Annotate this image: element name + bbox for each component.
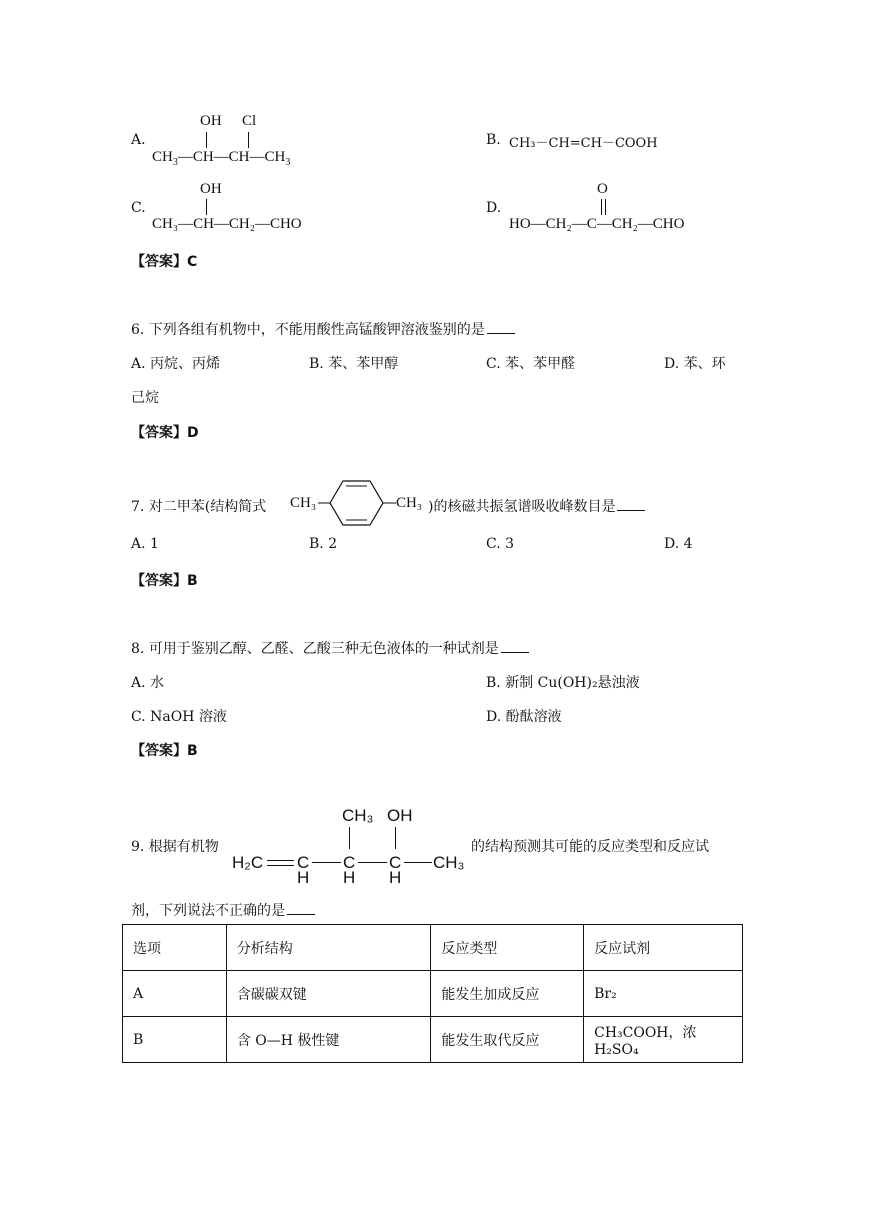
q9-struct-double-bond-1 <box>267 860 294 861</box>
table-cell: CH₃COOH，浓 H₂SO₄ <box>584 1017 743 1063</box>
q7-right-methyl: CH₃ <box>396 495 423 511</box>
table-cell: 含 O—H 极性键 <box>226 1017 431 1063</box>
q7-answer: 【答案】B <box>131 573 198 589</box>
table-header-row <box>123 925 743 971</box>
q6-blank <box>487 319 515 334</box>
q9-struct-bond-c2-c3 <box>358 862 387 863</box>
q9-struct-bond-oh <box>395 827 396 849</box>
table-header-cell: 反应类型 <box>431 925 584 971</box>
q6-option-d-wrap: 己烷 <box>131 390 159 406</box>
q5-option-a-label: A. <box>131 132 146 148</box>
q5-option-d-o: O <box>597 181 608 197</box>
q8-answer: 【答案】B <box>131 743 198 759</box>
q9-blank <box>287 900 315 915</box>
table-cell: B <box>123 1017 227 1063</box>
q6-answer: 【答案】D <box>131 425 199 441</box>
table-cell: 能发生加成反应 <box>431 971 584 1017</box>
q5-option-b-label: B. <box>486 132 501 148</box>
table-cell: 能发生取代反应 <box>431 1017 584 1063</box>
q8-question: 8. 可用于鉴别乙醇、乙醛、乙酸三种无色液体的一种试剂是 <box>131 638 529 658</box>
q7-option-c: C. 3 <box>486 536 515 552</box>
q5-option-c-label: C. <box>131 200 146 216</box>
table-cell: 含碳碳双键 <box>226 971 431 1017</box>
q7-question-suffix: )的核磁共振氢谱吸收峰数目是 <box>428 496 645 516</box>
q5-option-a-oh: OH <box>200 113 222 129</box>
table-cell: Br₂ <box>584 971 743 1017</box>
q6-question: 6. 下列各组有机物中，不能用酸性高锰酸钾溶液鉴别的是 <box>131 319 515 339</box>
q7-blank <box>617 496 645 511</box>
q9-struct-c3: C <box>389 853 402 872</box>
q9-struct-ch3-top: CH₃ <box>342 806 374 825</box>
q8-option-b: B. 新制 Cu(OH)₂悬浊液 <box>486 675 640 691</box>
q5-option-d-double-bond-2 <box>605 199 606 215</box>
q7-question-prefix: 7. 对二甲苯(结构简式 <box>131 499 267 515</box>
q9-question-wrap: 剂，下列说法不正确的是 <box>131 900 315 920</box>
q9-struct-oh-top: OH <box>387 806 413 825</box>
q9-struct-h1: H <box>297 868 310 887</box>
q9-struct-double-bond-2 <box>267 865 294 866</box>
table-row <box>123 971 743 1017</box>
q8-blank <box>501 638 529 653</box>
q6-option-b: B. 苯、苯甲醇 <box>309 356 399 372</box>
q8-option-c: C. NaOH 溶液 <box>131 709 227 725</box>
q5-answer: 【答案】C <box>131 254 198 270</box>
q5-option-d-chain: HO—CH₂—C—CH₂—CHO <box>509 216 685 232</box>
table-header-cell: 选项 <box>123 925 227 971</box>
q8-option-d: D. 酚酞溶液 <box>486 709 562 725</box>
q9-struct-h3: H <box>389 868 402 887</box>
q9-struct-ch3-end: CH₃ <box>433 853 465 872</box>
q7-option-a: A. 1 <box>131 536 159 552</box>
q9-question-suffix: 的结构预测其可能的反应类型和反应试 <box>471 839 709 855</box>
q5-option-a-bond-2 <box>248 132 249 148</box>
q5-option-c-bond <box>206 199 207 215</box>
q7-option-d: D. 4 <box>664 536 693 552</box>
q6-option-c: C. 苯、苯甲醛 <box>486 356 576 372</box>
q5-option-d-label: D. <box>486 200 502 216</box>
q9-question-prefix: 9. 根据有机物 <box>131 839 219 855</box>
table-header-cell: 反应试剂 <box>584 925 743 971</box>
q9-struct-bond-c3-ch3 <box>404 862 432 863</box>
q5-option-d-double-bond-1 <box>601 199 602 215</box>
q9-struct-c2: C <box>343 853 356 872</box>
q7-left-methyl: CH₃ <box>290 495 317 511</box>
table-header-cell: 分析结构 <box>226 925 431 971</box>
q9-struct-h2: H <box>343 868 356 887</box>
q9-struct-bond-ch3 <box>349 827 350 849</box>
q5-option-a-bond-1 <box>206 132 207 148</box>
q5-option-a-cl: Cl <box>242 113 257 129</box>
q5-option-a-chain: $CH_3—CH—CH—CH_3$ <box>152 149 291 168</box>
benzene-ring-icon <box>318 478 398 528</box>
q6-option-d: D. 苯、环 <box>664 356 726 372</box>
q9-struct-bond-c1-c2 <box>312 862 341 863</box>
q6-option-a: A. 丙烷、丙烯 <box>131 356 221 372</box>
q5-option-b-formula: CH₃－CH=CH－COOH <box>509 136 658 151</box>
q7-option-b: B. 2 <box>309 536 338 552</box>
q9-table <box>122 924 743 1063</box>
q9-struct-h2c: H₂C <box>232 853 264 872</box>
table-row <box>123 1017 743 1063</box>
q5-option-c-chain: CH₃—CH—CH₂—CHO <box>152 216 302 232</box>
q8-option-a: A. 水 <box>131 675 165 691</box>
q5-option-c-oh: OH <box>200 181 222 197</box>
q9-struct-c1: C <box>297 853 310 872</box>
table-cell: A <box>123 971 227 1017</box>
